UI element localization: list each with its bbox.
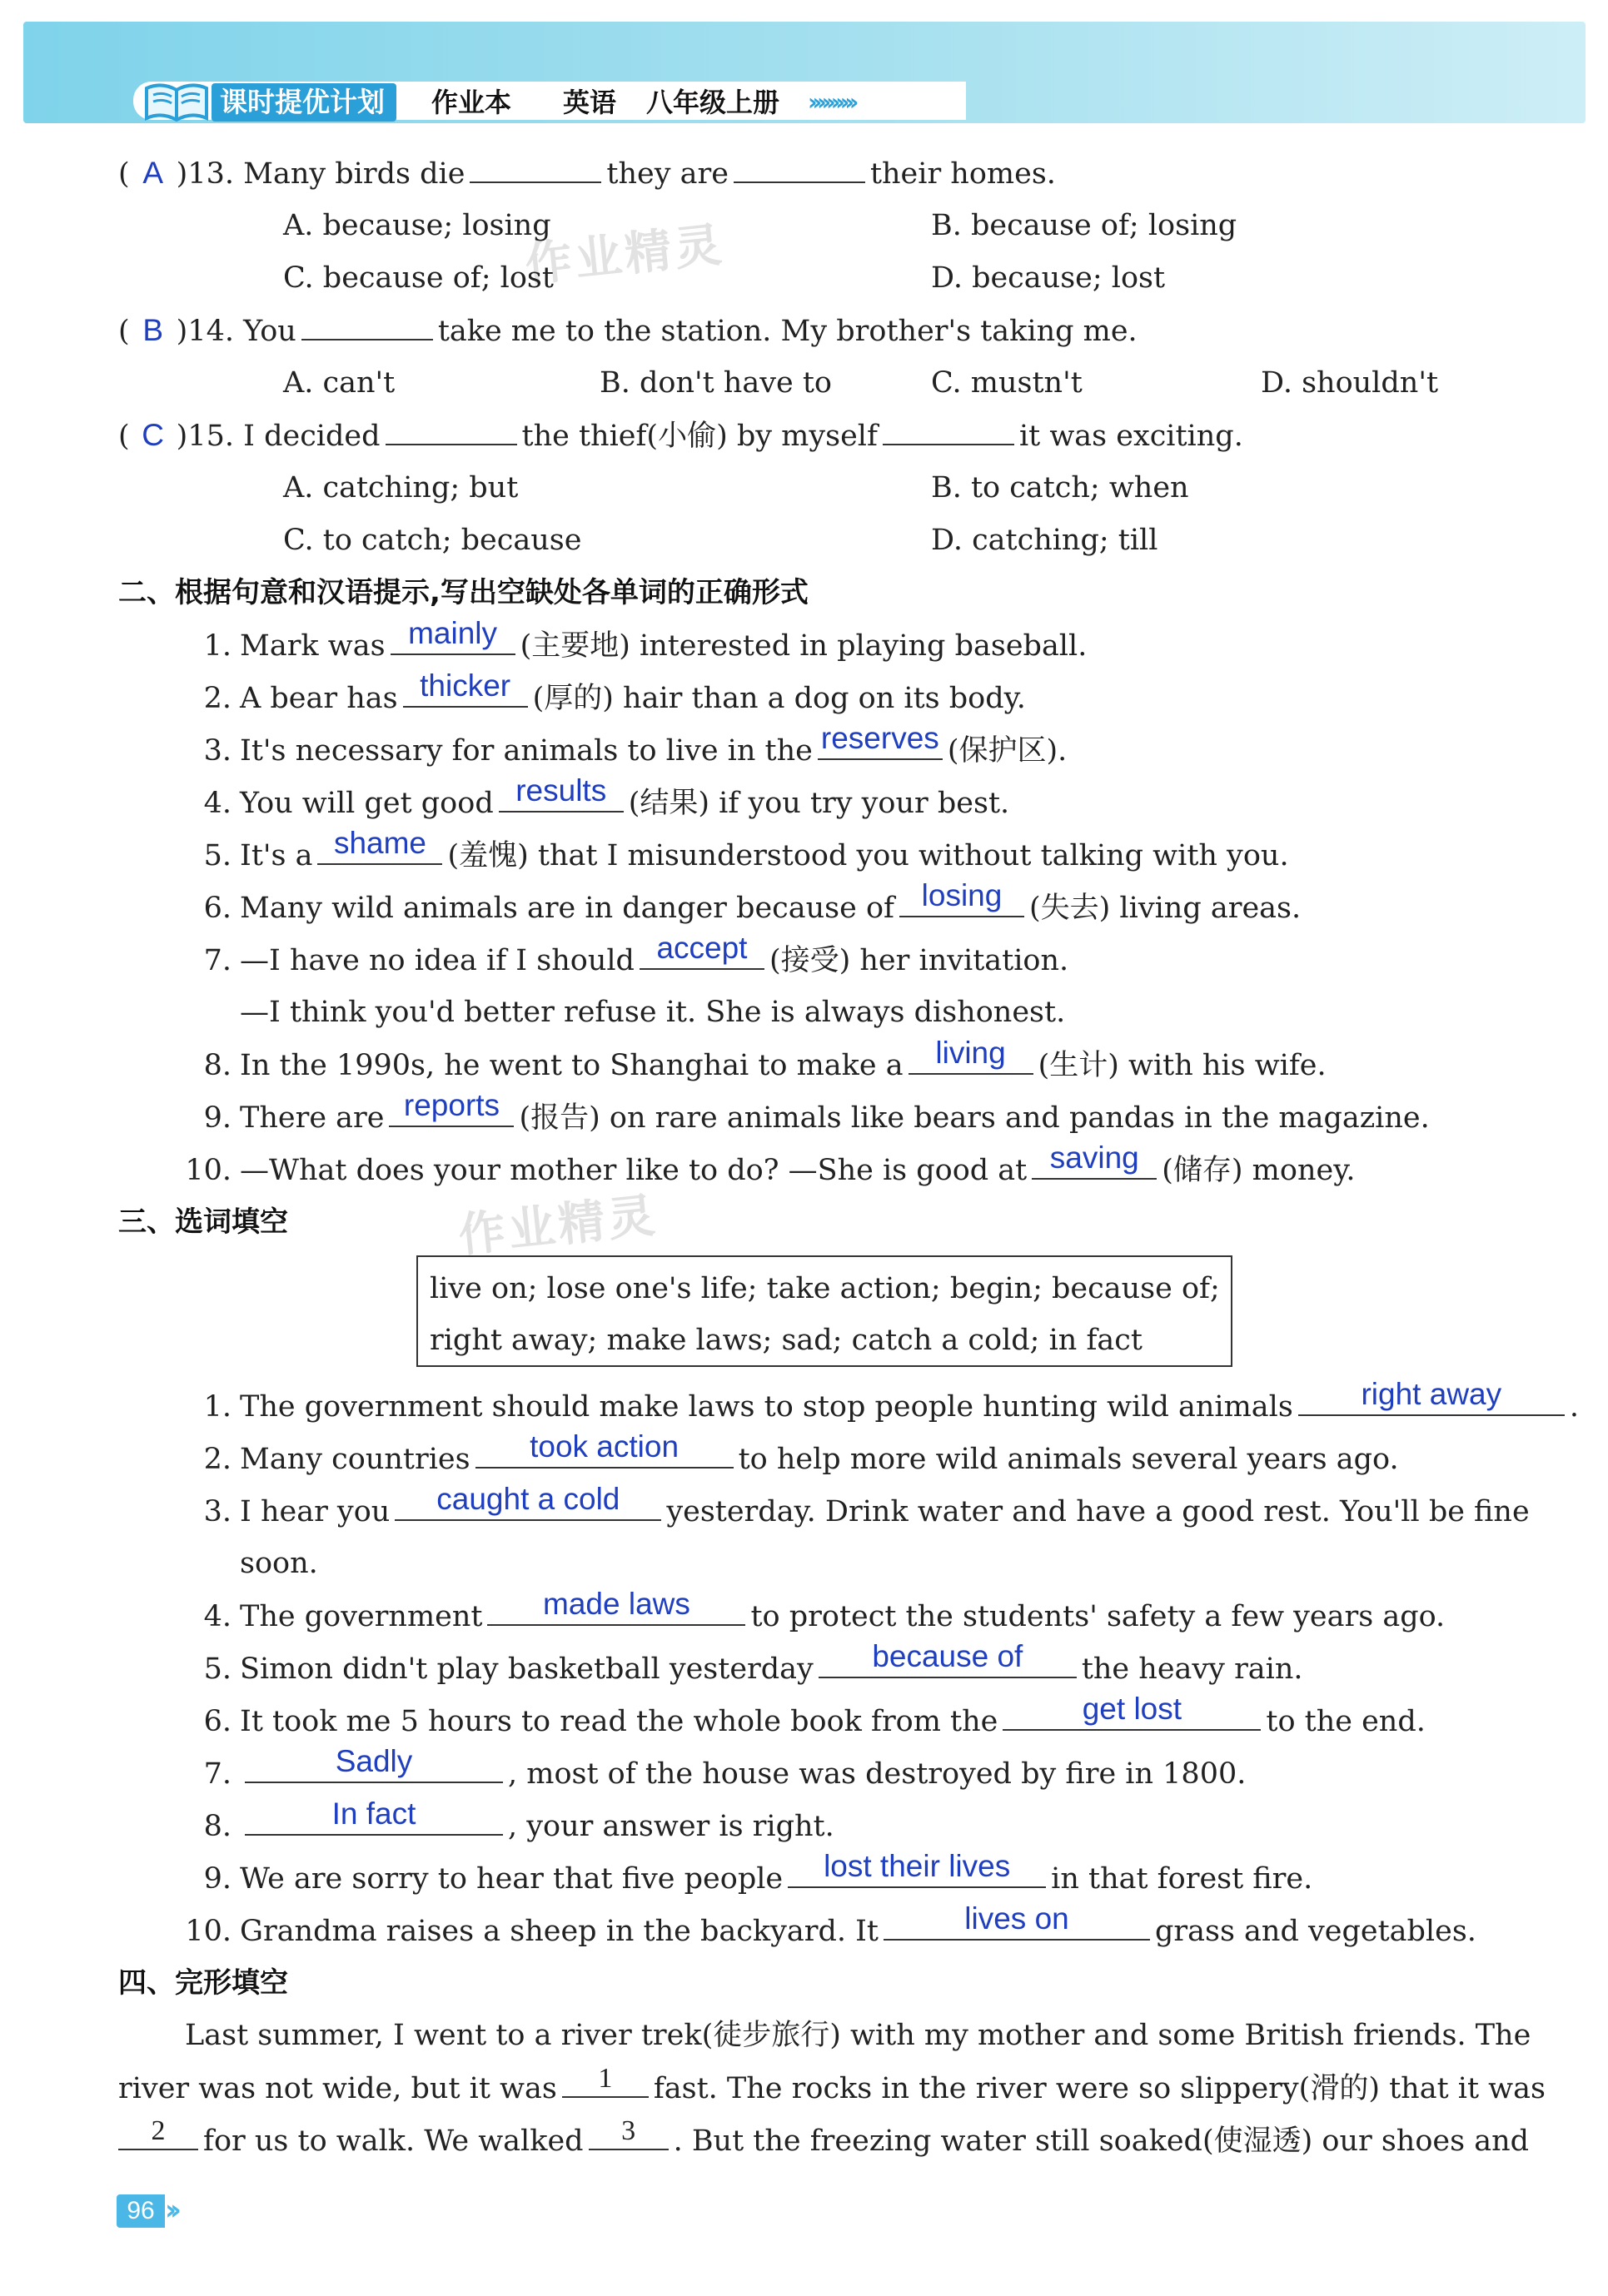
fill-item bbox=[185, 1482, 1530, 1532]
item-number: 1. bbox=[203, 1390, 231, 1424]
answer-blank[interactable] bbox=[909, 1036, 1033, 1075]
item-text: Mark was bbox=[240, 629, 386, 663]
mc-option: B. to catch; when bbox=[931, 471, 1189, 504]
item-number: 6. bbox=[203, 892, 231, 925]
answer-blank[interactable] bbox=[1003, 1692, 1261, 1731]
answer-blank[interactable] bbox=[640, 931, 764, 970]
item-text: We are sorry to hear that five people bbox=[240, 1862, 784, 1896]
item-text: (失去) living areas. bbox=[1029, 892, 1302, 925]
mc-option: C. because of; lost bbox=[283, 261, 554, 295]
cloze-blank: 2 bbox=[118, 2120, 198, 2150]
mc-option: A. can't bbox=[283, 366, 396, 400]
answer-blank[interactable] bbox=[1032, 1141, 1157, 1180]
series-title: 课时提优计划 bbox=[212, 83, 396, 122]
section-2-title: 二、根据句意和汉语提示,写出空缺处各单词的正确形式 bbox=[118, 576, 809, 609]
answer-blank[interactable] bbox=[389, 1088, 514, 1127]
answer-blank[interactable] bbox=[899, 878, 1024, 917]
answer-blank[interactable] bbox=[818, 721, 943, 760]
header-arrows: ›››››››››› bbox=[808, 88, 854, 116]
answer-text: Sadly bbox=[335, 1744, 413, 1778]
answer-text: took action bbox=[530, 1429, 680, 1464]
cloze-line: 2 for us to walk. We walked 3 . But the freezing water still soaked(使湿透) our shoes and bbox=[118, 2120, 1529, 2161]
item-text: (羞愧) that I misunderstood you without talking with you. bbox=[447, 839, 1289, 872]
answer-text: lives on bbox=[964, 1901, 1069, 1936]
fill-item bbox=[185, 1901, 1476, 1951]
item-number: 7. bbox=[203, 1757, 231, 1791]
watermark: 作业精灵 bbox=[456, 1188, 661, 1264]
item-text: I hear you bbox=[240, 1495, 391, 1528]
fill-item bbox=[185, 878, 1302, 928]
item-text: in that forest fire. bbox=[1051, 1862, 1313, 1896]
item-text: soon. bbox=[240, 1547, 318, 1580]
mc-option: A. catching; but bbox=[283, 471, 519, 504]
fill-item bbox=[185, 1088, 1430, 1138]
mc-answer: A bbox=[142, 156, 163, 190]
item-number: 9. bbox=[203, 1101, 231, 1135]
word-bank bbox=[416, 1255, 1232, 1367]
answer-blank[interactable] bbox=[788, 1849, 1046, 1888]
answer-text: living bbox=[935, 1036, 1006, 1070]
mc-option: C. mustn't bbox=[931, 366, 1083, 400]
answer-text: accept bbox=[656, 931, 748, 965]
answer-text: saving bbox=[1049, 1141, 1139, 1175]
answer-blank[interactable] bbox=[1298, 1377, 1565, 1416]
answer-blank[interactable] bbox=[403, 668, 528, 708]
cloze-blank: 3 bbox=[589, 2120, 669, 2150]
item-number: 6. bbox=[203, 1705, 231, 1738]
fill-item bbox=[185, 1797, 834, 1846]
item-text: The government should make laws to stop people hunting wild animals bbox=[240, 1390, 1293, 1424]
item-text: —I think you'd better refuse it. She is always dishonest. bbox=[240, 996, 1066, 1029]
mc-option: B. because of; losing bbox=[931, 209, 1237, 242]
word-bank-line: live on; lose one's life; take action; begin; because of; bbox=[430, 1272, 1220, 1305]
fill-item bbox=[185, 1377, 1579, 1427]
answer-blank[interactable] bbox=[391, 616, 515, 655]
answer-text: shame bbox=[333, 826, 426, 860]
item-text: You will get good bbox=[240, 787, 494, 820]
item-number: 4. bbox=[203, 1600, 231, 1633]
answer-text: reserves bbox=[820, 721, 939, 755]
answer-text: reports bbox=[403, 1088, 500, 1122]
item-text: grass and vegetables. bbox=[1155, 1915, 1476, 1948]
answer-blank[interactable] bbox=[884, 1901, 1150, 1941]
grade: 八年级上册 bbox=[646, 87, 780, 118]
fill-item bbox=[185, 721, 1068, 771]
answer-text: mainly bbox=[408, 616, 498, 650]
fill-item bbox=[185, 1692, 1426, 1742]
item-text: yesterday. Drink water and have a good rest. You'll be fine bbox=[666, 1495, 1530, 1528]
cloze-blank: 1 bbox=[562, 2068, 649, 2098]
fill-item bbox=[185, 773, 1010, 823]
item-text: (生计) with his wife. bbox=[1038, 1049, 1327, 1082]
answer-text: because of bbox=[872, 1639, 1023, 1673]
book-type: 作业本 bbox=[431, 87, 512, 118]
answer-blank[interactable] bbox=[475, 1429, 734, 1469]
fill-item bbox=[185, 616, 1088, 666]
mc-answer: B bbox=[142, 313, 163, 347]
answer-text: thicker bbox=[420, 668, 511, 703]
mc-option: C. to catch; because bbox=[283, 524, 582, 557]
answer-blank[interactable] bbox=[499, 773, 624, 813]
mc-answer: C bbox=[142, 418, 165, 452]
item-text: , your answer is right. bbox=[508, 1810, 834, 1843]
item-text: to the end. bbox=[1266, 1705, 1426, 1738]
answer-blank[interactable] bbox=[317, 826, 442, 865]
mc-question-14: ( B )14. You take me to the station. My brother's taking me. bbox=[118, 311, 1138, 351]
item-text: It took me 5 hours to read the whole book from the bbox=[240, 1705, 998, 1738]
answer-blank[interactable] bbox=[245, 1744, 503, 1783]
answer-text: caught a cold bbox=[436, 1482, 620, 1516]
item-text: It's a bbox=[240, 839, 313, 872]
item-number: 4. bbox=[203, 787, 231, 820]
fill-item bbox=[185, 1141, 1356, 1190]
mc-option: A. because; losing bbox=[283, 209, 551, 242]
item-text: A bear has bbox=[240, 682, 398, 715]
cloze-line: river was not wide, but it was 1 fast. The rocks in the river were so slippery(滑的) that it was bbox=[118, 2063, 1546, 2105]
fill-item bbox=[185, 826, 1289, 876]
mc-option: D. shouldn't bbox=[1261, 366, 1439, 400]
answer-text: made laws bbox=[543, 1587, 690, 1621]
fill-item bbox=[185, 1036, 1327, 1086]
item-text: Many countries bbox=[240, 1443, 470, 1476]
fill-item bbox=[185, 1744, 1247, 1794]
section-4-title: 四、完形填空 bbox=[118, 1966, 288, 2000]
section-3-title: 三、选词填空 bbox=[118, 1205, 288, 1239]
item-text: (结果) if you try your best. bbox=[628, 787, 1010, 820]
item-number: 5. bbox=[203, 1652, 231, 1686]
fill-item bbox=[240, 992, 1065, 1032]
mc-option: D. catching; till bbox=[931, 524, 1158, 557]
item-text: (厚的) hair than a dog on its body. bbox=[532, 682, 1026, 715]
item-text: There are bbox=[240, 1101, 385, 1135]
item-number: 9. bbox=[203, 1862, 231, 1896]
item-text: (储存) money. bbox=[1162, 1154, 1356, 1187]
item-text: to help more wild animals several years ago. bbox=[738, 1443, 1399, 1476]
item-text: In the 1990s, he went to Shanghai to make a bbox=[240, 1049, 904, 1082]
page-number: 96 bbox=[117, 2194, 165, 2228]
item-number: 5. bbox=[203, 839, 231, 872]
item-number: 3. bbox=[203, 734, 231, 768]
item-text: , most of the house was destroyed by fire in 1800. bbox=[508, 1757, 1247, 1791]
item-text: Grandma raises a sheep in the backyard. It bbox=[240, 1915, 879, 1948]
answer-blank[interactable] bbox=[487, 1587, 745, 1626]
answer-text: results bbox=[515, 773, 607, 808]
item-number: 1. bbox=[203, 629, 231, 663]
item-text: to protect the students' safety a few years ago. bbox=[750, 1600, 1446, 1633]
answer-blank[interactable] bbox=[395, 1482, 661, 1521]
item-text: Many wild animals are in danger because of bbox=[240, 892, 894, 925]
item-number: 3. bbox=[203, 1495, 231, 1528]
item-text: . bbox=[1569, 1390, 1579, 1424]
item-number: 2. bbox=[203, 682, 231, 715]
item-text: —What does your mother like to do? —She is good at bbox=[240, 1154, 1028, 1187]
item-number: 10. bbox=[185, 1915, 231, 1948]
fill-item bbox=[185, 1587, 1446, 1637]
answer-blank[interactable] bbox=[245, 1797, 503, 1836]
item-number: 10. bbox=[185, 1154, 231, 1187]
subject: 英语 bbox=[563, 87, 617, 118]
fill-item bbox=[185, 931, 1069, 981]
answer-blank[interactable] bbox=[819, 1639, 1077, 1678]
answer-text: get lost bbox=[1082, 1692, 1182, 1726]
item-text: The government bbox=[240, 1600, 483, 1633]
item-text: (主要地) interested in playing baseball. bbox=[520, 629, 1088, 663]
answer-text: losing bbox=[921, 878, 1003, 912]
item-text: the heavy rain. bbox=[1081, 1652, 1303, 1686]
fill-item bbox=[240, 1543, 318, 1583]
answer-text: lost their lives bbox=[824, 1849, 1011, 1883]
fill-item bbox=[185, 1639, 1303, 1689]
mc-option: B. don't have to bbox=[600, 366, 832, 400]
cloze-line: Last summer, I went to a river trek(徒步旅行) with my mother and some British friends. The bbox=[185, 2019, 1531, 2052]
open-book-icon bbox=[142, 77, 212, 123]
item-text: (接受) her invitation. bbox=[769, 944, 1069, 977]
word-bank-line: right away; make laws; sad; catch a cold; in fact bbox=[430, 1324, 1143, 1357]
item-number: 2. bbox=[203, 1443, 231, 1476]
mc-question-15: ( C )15. I decided the thief(小偷) by myself it was exciting. bbox=[118, 415, 1243, 456]
answer-text: In fact bbox=[331, 1797, 416, 1831]
mc-question-13: ( A )13. Many birds die they are their homes. bbox=[118, 153, 1056, 194]
item-text: (报告) on rare animals like bears and pandas in the magazine. bbox=[519, 1101, 1430, 1135]
fill-item bbox=[185, 668, 1026, 718]
item-text: —I have no idea if I should bbox=[240, 944, 635, 977]
item-number: 8. bbox=[203, 1810, 231, 1843]
watermark: 作业精灵 bbox=[522, 217, 728, 293]
item-number: 8. bbox=[203, 1049, 231, 1082]
answer-text: right away bbox=[1361, 1377, 1502, 1411]
item-number: 7. bbox=[203, 944, 231, 977]
mc-option: D. because; lost bbox=[931, 261, 1166, 295]
item-text: (保护区). bbox=[947, 734, 1068, 768]
fill-item bbox=[185, 1429, 1399, 1479]
item-text: It's necessary for animals to live in the bbox=[240, 734, 813, 768]
item-text: Simon didn't play basketball yesterday bbox=[240, 1652, 814, 1686]
fill-item bbox=[185, 1849, 1313, 1899]
page-arrows-icon: ›› bbox=[165, 2194, 176, 2227]
